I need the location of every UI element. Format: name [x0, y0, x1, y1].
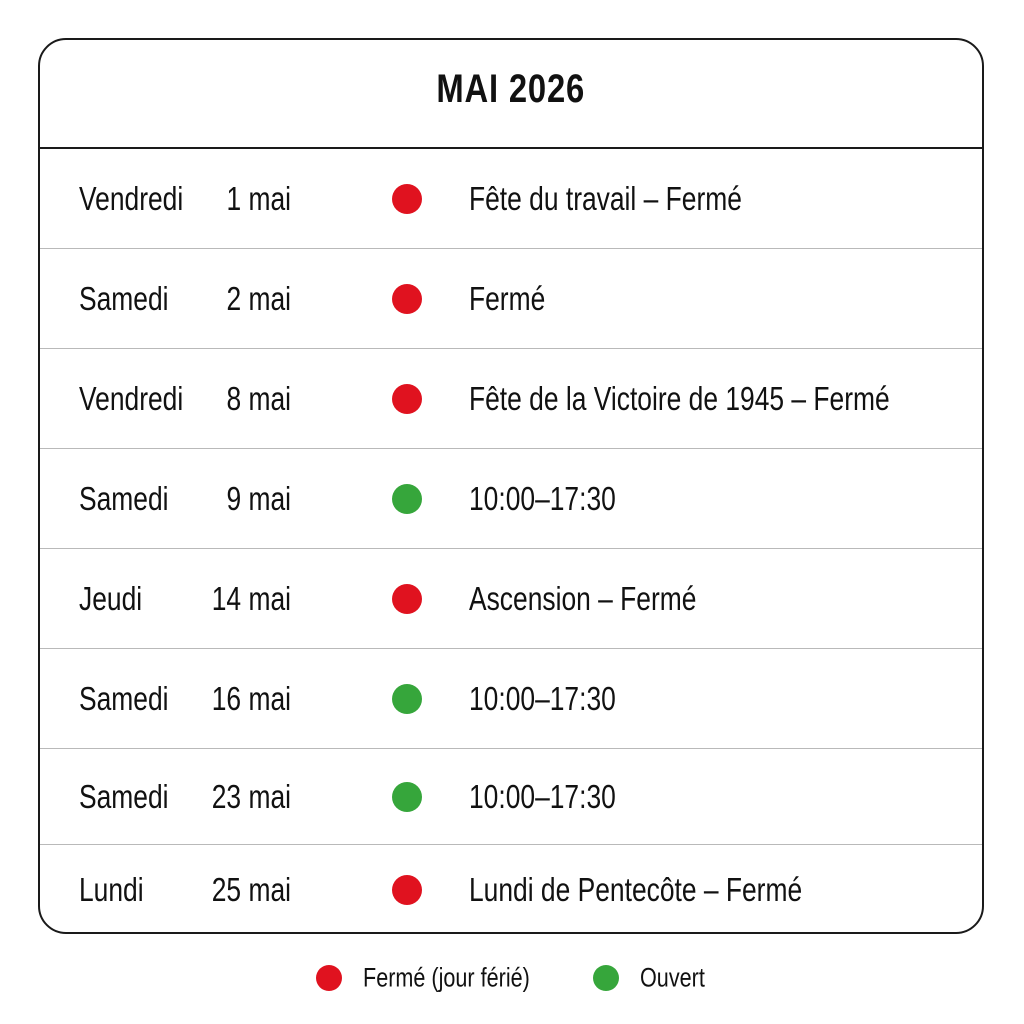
- legend-closed-dot-icon: [316, 965, 342, 991]
- row-day: Samedi: [79, 479, 169, 517]
- calendar-row: [40, 349, 982, 449]
- row-date: 2 mai: [226, 279, 291, 317]
- row-description: Fête du travail – Fermé: [469, 179, 742, 217]
- row-description: 10:00–17:30: [469, 777, 616, 815]
- row-description: Ascension – Fermé: [469, 579, 697, 617]
- open-status-dot-icon: [392, 484, 422, 514]
- legend-closed-label: Fermé (jour férié): [363, 962, 530, 993]
- row-date: 23 mai: [211, 777, 291, 815]
- legend: [0, 958, 1024, 998]
- closed-status-dot-icon: [392, 584, 422, 614]
- row-date: 1 mai: [226, 179, 291, 217]
- row-day: Samedi: [79, 777, 169, 815]
- row-date: 8 mai: [226, 379, 291, 417]
- row-day: Jeudi: [79, 579, 143, 617]
- calendar-header: [40, 40, 982, 149]
- calendar-row: [40, 749, 982, 845]
- row-date: 16 mai: [211, 679, 291, 717]
- row-date: 14 mai: [211, 579, 291, 617]
- row-description: Fermé: [469, 279, 546, 317]
- legend-open-label: Ouvert: [640, 962, 705, 993]
- calendar-row: [40, 149, 982, 249]
- calendar-title: MAI 2026: [436, 67, 586, 111]
- closed-status-dot-icon: [392, 284, 422, 314]
- row-day: Vendredi: [79, 179, 184, 217]
- legend-open-dot-icon: [593, 965, 619, 991]
- row-description: Lundi de Pentecôte – Fermé: [469, 871, 803, 908]
- open-status-dot-icon: [392, 782, 422, 812]
- row-day: Samedi: [79, 679, 169, 717]
- row-description: 10:00–17:30: [469, 679, 616, 717]
- calendar-card: [38, 38, 984, 934]
- row-description: 10:00–17:30: [469, 479, 616, 517]
- calendar-rows: [40, 149, 982, 934]
- row-day: Samedi: [79, 279, 169, 317]
- calendar-row: [40, 549, 982, 649]
- closed-status-dot-icon: [392, 384, 422, 414]
- row-description: Fête de la Victoire de 1945 – Fermé: [469, 379, 890, 417]
- calendar-row: [40, 649, 982, 749]
- open-status-dot-icon: [392, 684, 422, 714]
- closed-status-dot-icon: [392, 875, 422, 905]
- row-date: 9 mai: [226, 479, 291, 517]
- row-day: Vendredi: [79, 379, 184, 417]
- calendar-row: [40, 449, 982, 549]
- closed-status-dot-icon: [392, 184, 422, 214]
- row-day: Lundi: [79, 871, 144, 908]
- calendar-row: [40, 845, 982, 934]
- row-date: 25 mai: [211, 871, 291, 908]
- calendar-row: [40, 249, 982, 349]
